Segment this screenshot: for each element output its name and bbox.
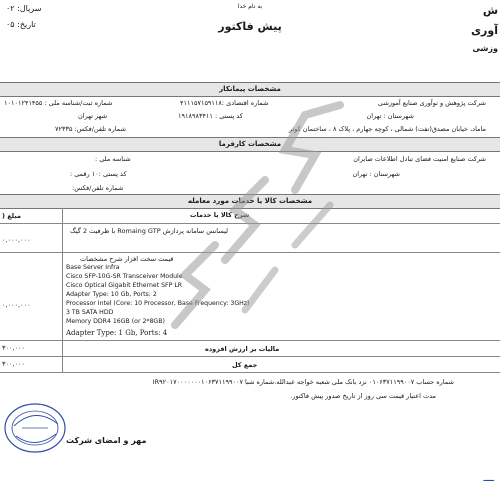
items-section-title: مشخصات کالا یا خدمات مورد معامله bbox=[0, 194, 500, 209]
page-title: پیش فاکتور bbox=[218, 20, 282, 33]
vat-divider bbox=[0, 356, 500, 357]
company-stamp-icon bbox=[0, 398, 70, 458]
seller-name: شرکت پژوهش و نوآوری صنایع آموزشی bbox=[378, 99, 486, 107]
spec-line: Processor Intel (Core: 10 Processor, Base Frequency: 3GHz) bbox=[66, 300, 250, 307]
amount-column-header: مبلغ ( bbox=[2, 212, 22, 220]
seller-address: ماماد، خیابان مصدق(نفت) شمالی ، کوچه جهارم ، پلاک ۸ ، ساختمان کوثر bbox=[288, 125, 486, 133]
vat-amount: ۳۰۰,۰۰۰ bbox=[2, 344, 26, 352]
spec-line: Adapter Type: 10 Gb, Ports: 2 bbox=[66, 291, 157, 298]
buyer-phone: شماره تلفن/فکس: bbox=[72, 184, 124, 192]
total-label: جمع کل bbox=[232, 361, 258, 369]
spec-line: Base Server Infra bbox=[66, 264, 120, 271]
seller-national-id: شماره ثبت/شناسه ملی : ۱۰۱۰۱۲۴۱۴۵۵ bbox=[4, 99, 113, 107]
description-column-header: شرح کالا یا خدمات bbox=[190, 211, 250, 219]
vat-label: مالیات بر ارزش افزوده bbox=[205, 345, 280, 353]
spec-line: Memory DDR4 16GB (or 2*8GB) bbox=[66, 318, 165, 325]
signature-mark: ـــ bbox=[483, 470, 494, 484]
spec-line: Cisco Optical Gigabit Ethernet SFP LR bbox=[66, 282, 183, 289]
buyer-city: شهرستان : تهران bbox=[352, 170, 400, 178]
validity-line: مدت اعتبار قیمت سی روز از تاریخ صدور پیش فاکتور. bbox=[290, 392, 436, 400]
company-logo-text-3: وزشی bbox=[472, 44, 498, 53]
spec-line: Adapter Type: 1 Gb, Ports: 4 bbox=[66, 329, 168, 337]
seller-economic-code: شماره اقتصادی :۴۱۱۱۵۷۱۵۹۱۱۸ bbox=[180, 99, 269, 107]
company-logo-text-2: آوری bbox=[470, 24, 498, 37]
buyer-postal: کد پستی :۱۰ رقمی : bbox=[70, 170, 127, 178]
items-header-divider bbox=[0, 223, 500, 224]
buyer-national-id: شناسه ملی : bbox=[95, 155, 131, 163]
row1-divider bbox=[0, 252, 500, 253]
top-caption: به نام خدا bbox=[237, 3, 263, 10]
seller-section-title: مشخصات پیمانکار bbox=[0, 82, 500, 97]
total-divider bbox=[0, 372, 500, 373]
seller-postal: کد پستی : ۱۹۱۸۹۸۳۴۱۱ bbox=[178, 112, 243, 120]
row2-amount: ۰,۰۰۰,۰۰۰ bbox=[2, 301, 31, 309]
seller-province: شهر تهران bbox=[78, 112, 108, 120]
buyer-name: شرکت صنایع امنیت فضای تبادل اطلاعات صابران bbox=[353, 155, 486, 163]
amount-column-divider bbox=[62, 208, 63, 372]
invoice-date: تاریخ: ۰۵ bbox=[6, 20, 36, 29]
seller-city: شهرستان : تهران bbox=[366, 112, 414, 120]
seller-phone: شماره تلفن/فکس: ۷۲۳۳۵ bbox=[55, 125, 126, 133]
company-logo-text-1: ش bbox=[482, 4, 498, 17]
buyer-section-title: مشخصات کارفرما bbox=[0, 137, 500, 152]
row1-description: لیسانس سامانه پردازش Romaing GTP با ظرفیت 2 گیگ bbox=[70, 227, 229, 235]
serial-number: سریال: ۰۲ bbox=[6, 4, 42, 13]
stamp-signature-label: مهر و امضای شرکت bbox=[66, 436, 147, 445]
row2-heading: قیمت سخت افزار شرح مشخصات bbox=[80, 255, 174, 263]
bank-account-line: شماره حساب ۰۱۰۶۳۷۱۱۹۹۰۰۷ نزد بانک ملی شعبه خواجه عبدالله.شماره شبا IR۹۲۰۱۷۰۰۰۰۰۰۰۱۰۶۳۷۱۱۹۹۰۰۷ bbox=[152, 378, 454, 386]
row2-divider bbox=[0, 340, 500, 341]
spec-line: Cisco SFP-10G-SR Transceiver Module bbox=[66, 273, 183, 280]
row1-amount: ۰,۰۰۰,۰۰۰ bbox=[2, 236, 31, 244]
spec-line: 3 TB SATA HDD bbox=[66, 309, 114, 316]
total-amount: ۳۰۰,۰۰۰ bbox=[2, 360, 26, 368]
